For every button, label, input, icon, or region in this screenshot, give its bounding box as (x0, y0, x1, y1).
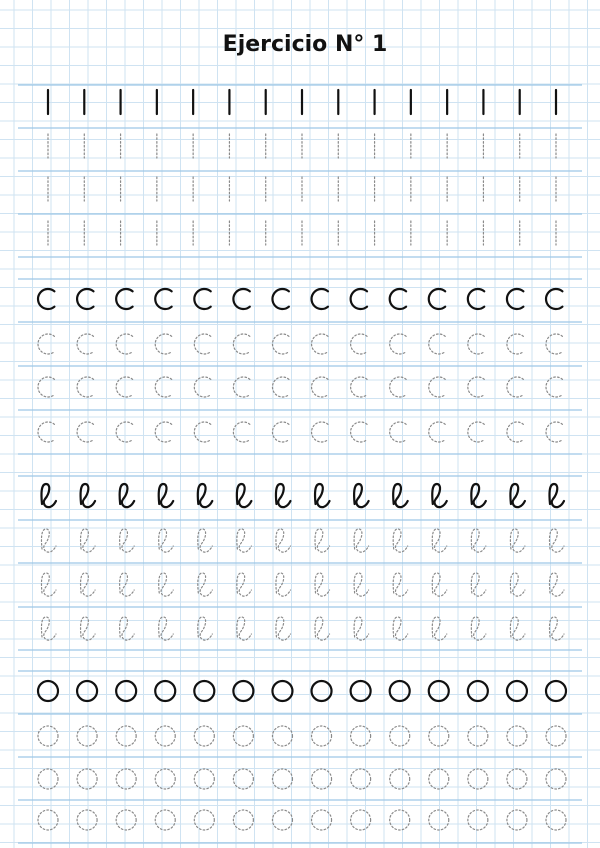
circle-o-trace-glyph (155, 769, 175, 789)
circle-o-trace-glyph (390, 769, 410, 789)
circle-o-trace-glyph (468, 726, 488, 746)
open-c-trace-glyph (77, 334, 93, 354)
circle-o-model-glyph (546, 681, 566, 701)
circle-o-trace-glyph (38, 726, 58, 746)
open-c-trace-glyph (272, 422, 288, 442)
circle-o-trace-glyph (468, 810, 488, 830)
open-c-trace-glyph (38, 334, 54, 354)
cursive-loop-l-trace-glyph (41, 529, 56, 552)
circle-o-trace-glyph (507, 769, 527, 789)
circle-o-trace-glyph (546, 810, 566, 830)
circle-o-trace-glyph (507, 726, 527, 746)
cursive-loop-l-model-glyph (315, 484, 330, 507)
circle-o-trace-glyph (351, 769, 371, 789)
cursive-loop-l-trace-glyph (354, 573, 369, 596)
open-c-trace-glyph (194, 422, 210, 442)
cursive-loop-l-trace-glyph (510, 529, 525, 552)
open-c-trace-glyph (546, 334, 562, 354)
tracing-row (41, 529, 564, 552)
cursive-loop-l-trace-glyph (237, 573, 252, 596)
cursive-loop-l-trace-glyph (393, 529, 408, 552)
open-c-trace-glyph (429, 422, 445, 442)
cursive-loop-l-trace-glyph (471, 573, 486, 596)
exercise-group-cursive-loop-l (41, 484, 564, 640)
circle-o-trace-glyph (116, 726, 136, 746)
open-c-trace-glyph (38, 422, 54, 442)
cursive-loop-l-model-glyph (159, 484, 174, 507)
circle-o-model-glyph (390, 681, 410, 701)
open-c-trace-glyph (272, 334, 288, 354)
circle-o-model-glyph (429, 681, 449, 701)
tracing-row (48, 177, 556, 201)
cursive-loop-l-trace-glyph (159, 573, 174, 596)
circle-o-trace-glyph (77, 769, 97, 789)
worksheet-title: Ejercicio N° 1 (222, 32, 388, 57)
cursive-loop-l-trace-glyph (471, 529, 486, 552)
cursive-loop-l-trace-glyph (41, 573, 56, 596)
cursive-loop-l-trace-glyph (393, 573, 408, 596)
open-c-trace-glyph (351, 422, 367, 442)
circle-o-trace-glyph (507, 810, 527, 830)
circle-o-trace-glyph (155, 810, 175, 830)
cursive-loop-l-trace-glyph (549, 573, 564, 596)
circle-o-trace-glyph (155, 726, 175, 746)
circle-o-model-glyph (194, 681, 214, 701)
circle-o-trace-glyph (38, 769, 58, 789)
circle-o-model-glyph (351, 681, 371, 701)
cursive-loop-l-trace-glyph (198, 573, 213, 596)
cursive-loop-l-trace-glyph (120, 573, 135, 596)
cursive-loop-l-trace-glyph (159, 529, 174, 552)
circle-o-model-glyph (155, 681, 175, 701)
circle-o-trace-glyph (351, 810, 371, 830)
tracing-row (48, 221, 556, 245)
open-c-trace-glyph (390, 334, 406, 354)
circle-o-trace-glyph (77, 810, 97, 830)
circle-o-trace-glyph (116, 769, 136, 789)
circle-o-trace-glyph (38, 810, 58, 830)
cursive-loop-l-model-glyph (393, 484, 408, 507)
circle-o-trace-glyph (546, 769, 566, 789)
circle-o-model-glyph (116, 681, 136, 701)
open-c-trace-glyph (116, 334, 132, 354)
circle-o-trace-glyph (429, 726, 449, 746)
circle-o-model-glyph (38, 681, 58, 701)
open-c-trace-glyph (194, 334, 210, 354)
model-row (38, 681, 566, 701)
circle-o-model-glyph (507, 681, 527, 701)
circle-o-trace-glyph (116, 810, 136, 830)
circle-o-trace-glyph (272, 726, 292, 746)
open-c-trace-glyph (116, 422, 132, 442)
circle-o-model-glyph (468, 681, 488, 701)
open-c-trace-glyph (390, 422, 406, 442)
cursive-loop-l-model-glyph (120, 484, 135, 507)
circle-o-model-glyph (272, 681, 292, 701)
cursive-loop-l-model-glyph (237, 484, 252, 507)
cursive-loop-l-model-glyph (41, 484, 56, 507)
tracing-row (38, 769, 566, 789)
model-row (41, 484, 564, 507)
circle-o-trace-glyph (351, 726, 371, 746)
cursive-loop-l-trace-glyph (510, 573, 525, 596)
cursive-loop-l-trace-glyph (237, 529, 252, 552)
tracing-row (48, 134, 556, 158)
open-c-trace-glyph (546, 422, 562, 442)
cursive-loop-l-trace-glyph (315, 529, 330, 552)
cursive-loop-l-model-glyph (198, 484, 213, 507)
circle-o-trace-glyph (546, 726, 566, 746)
circle-o-trace-glyph (272, 810, 292, 830)
cursive-loop-l-trace-glyph (276, 529, 291, 552)
cursive-loop-l-trace-glyph (198, 529, 213, 552)
exercise-group-circle-o (38, 681, 566, 830)
open-c-trace-glyph (77, 422, 93, 442)
cursive-loop-l-trace-glyph (120, 529, 135, 552)
cursive-loop-l-model-glyph (354, 484, 369, 507)
circle-o-model-glyph (77, 681, 97, 701)
circle-o-trace-glyph (194, 810, 214, 830)
open-c-trace-glyph (429, 334, 445, 354)
open-c-trace-glyph (312, 334, 328, 354)
open-c-trace-glyph (155, 422, 171, 442)
cursive-loop-l-model-glyph (549, 484, 564, 507)
circle-o-trace-glyph (194, 769, 214, 789)
circle-o-trace-glyph (468, 769, 488, 789)
cursive-loop-l-model-glyph (276, 484, 291, 507)
open-c-trace-glyph (155, 334, 171, 354)
exercise-group-vertical-stroke (48, 90, 556, 245)
tracing-row (38, 422, 562, 442)
cursive-loop-l-model-glyph (471, 484, 486, 507)
cursive-loop-l-trace-glyph (549, 529, 564, 552)
cursive-loop-l-trace-glyph (315, 573, 330, 596)
tracing-row (38, 726, 566, 746)
open-c-trace-glyph (507, 334, 523, 354)
circle-o-trace-glyph (272, 769, 292, 789)
cursive-loop-l-model-glyph (510, 484, 525, 507)
tracing-row (41, 573, 564, 596)
circle-o-trace-glyph (390, 726, 410, 746)
circle-o-trace-glyph (429, 810, 449, 830)
circle-o-trace-glyph (77, 726, 97, 746)
circle-o-trace-glyph (194, 726, 214, 746)
circle-o-trace-glyph (390, 810, 410, 830)
open-c-trace-glyph (351, 334, 367, 354)
tracing-area (38, 90, 566, 830)
circle-o-trace-glyph (429, 769, 449, 789)
open-c-trace-glyph (507, 422, 523, 442)
tracing-row (38, 334, 562, 354)
cursive-loop-l-trace-glyph (276, 573, 291, 596)
cursive-loop-l-trace-glyph (354, 529, 369, 552)
open-c-trace-glyph (312, 422, 328, 442)
tracing-row (38, 810, 566, 830)
